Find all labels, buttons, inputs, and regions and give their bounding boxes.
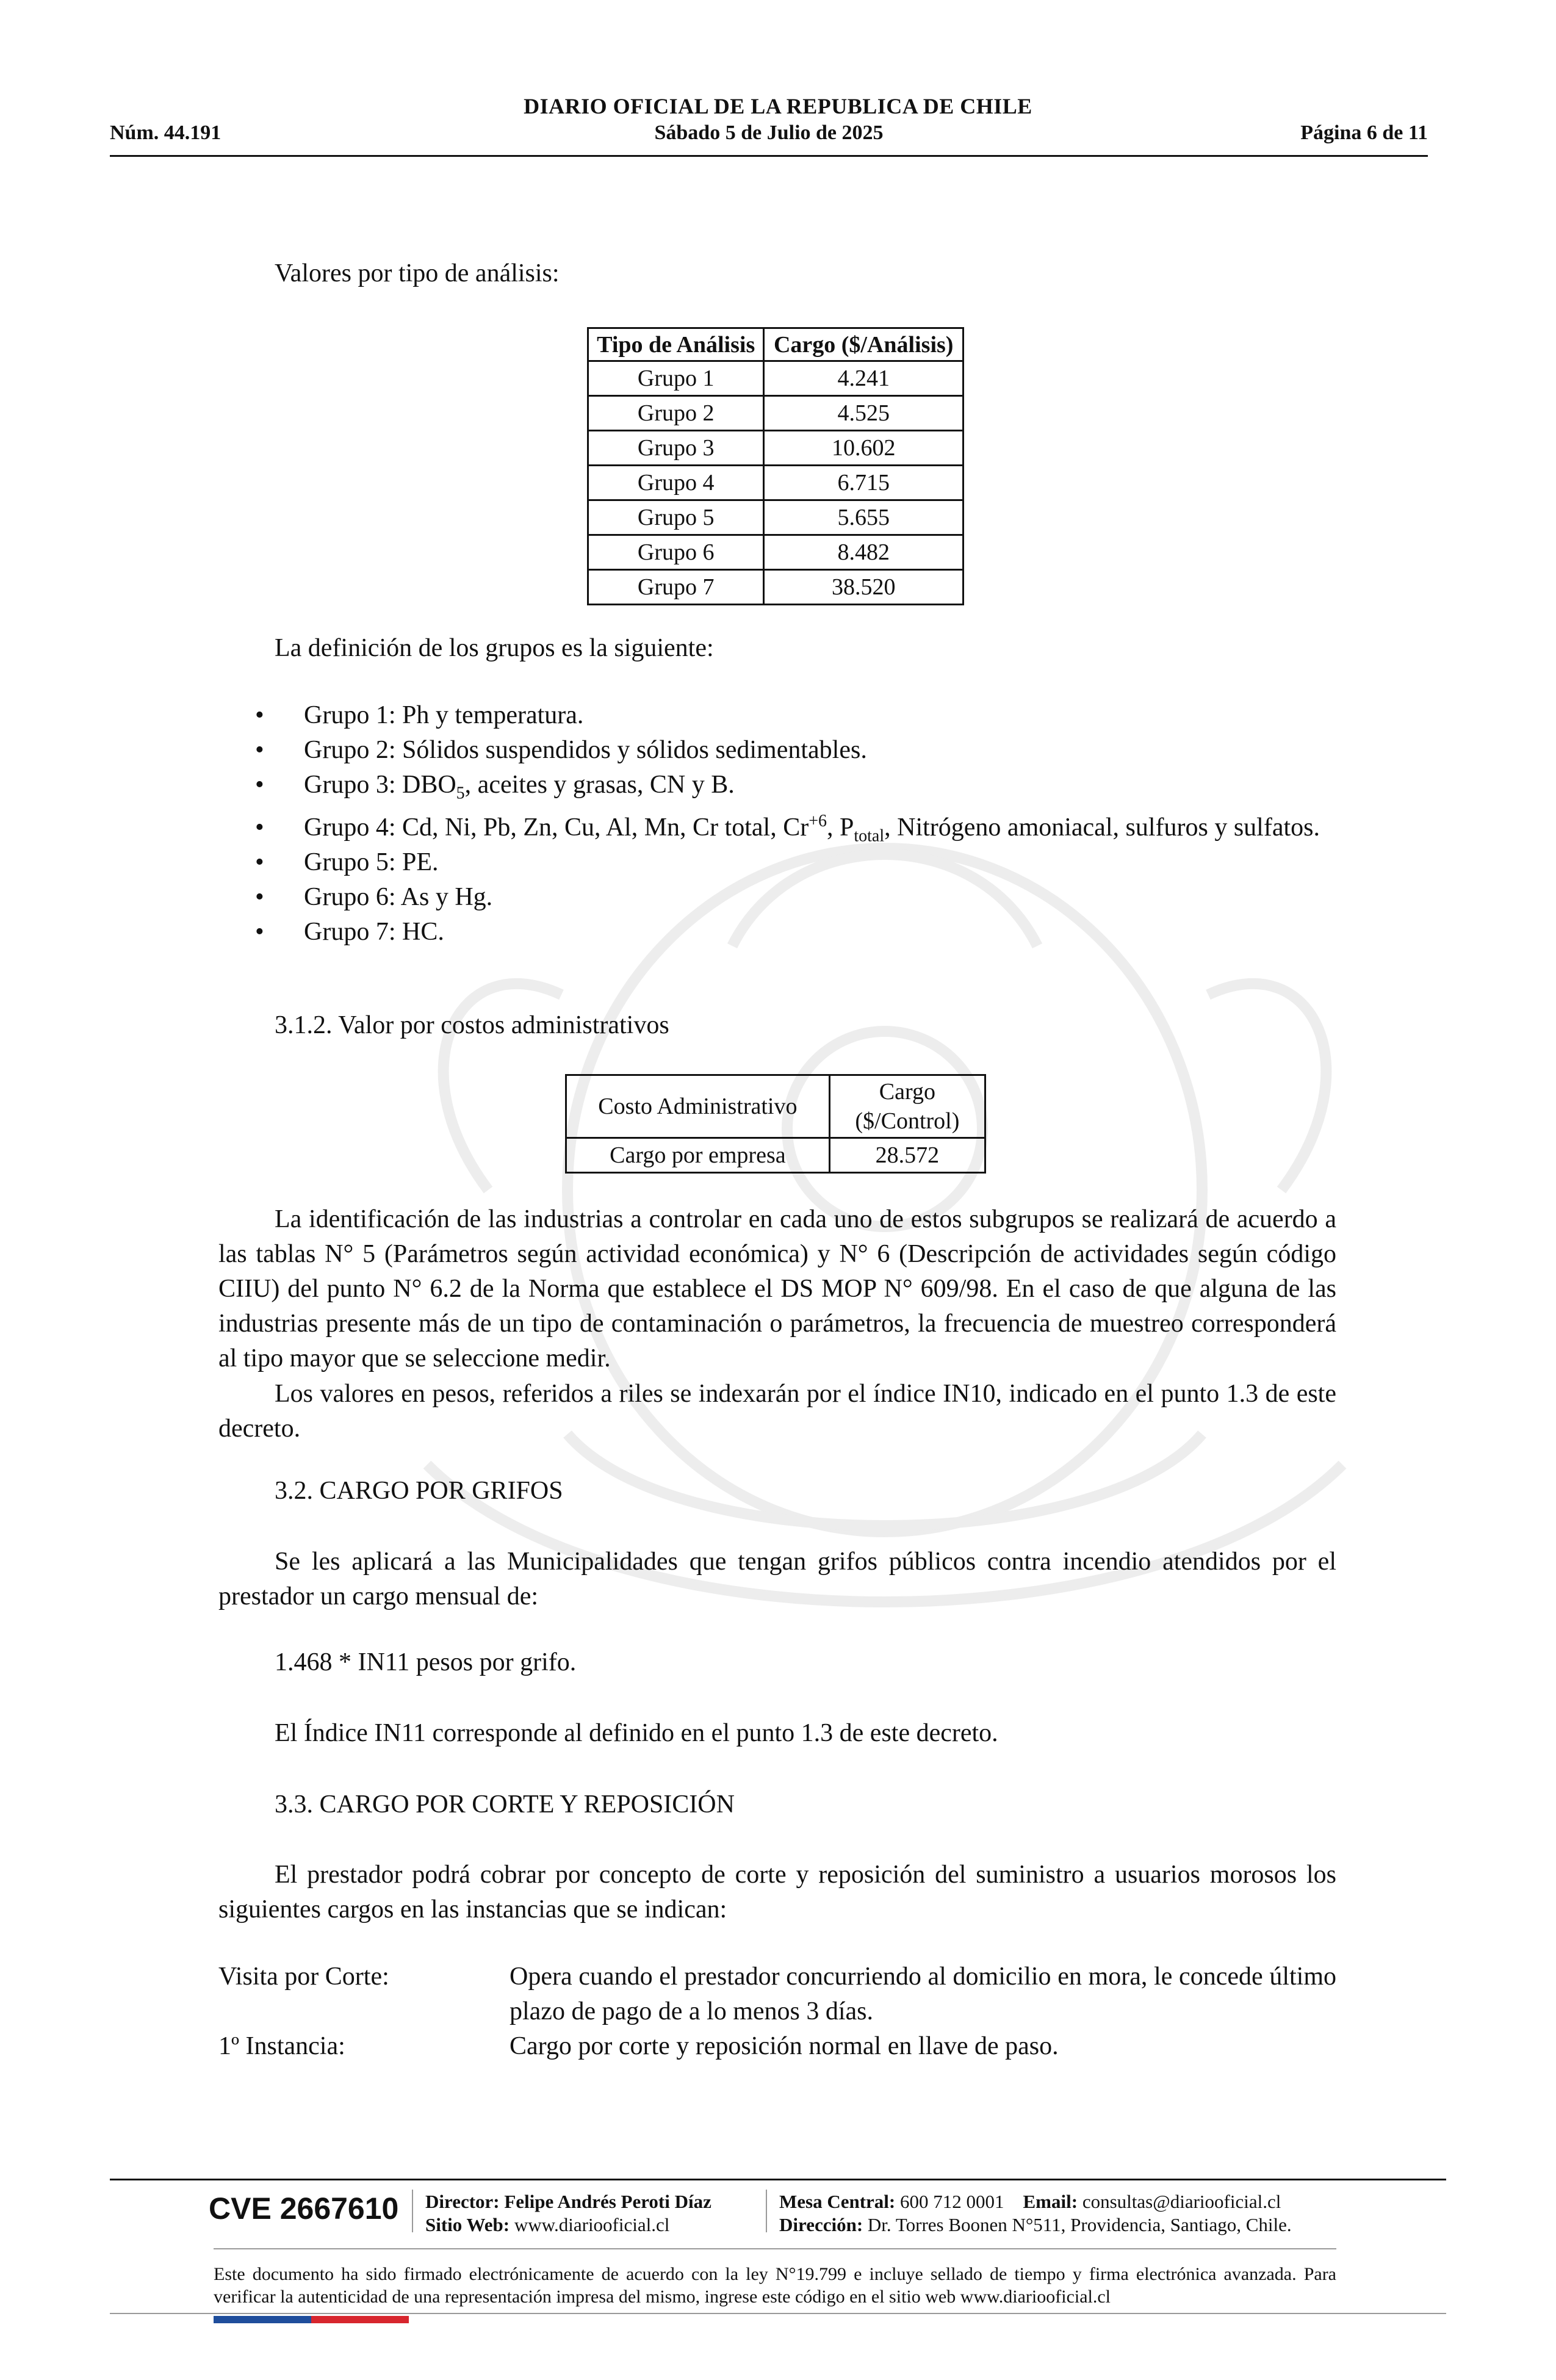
list-item: • Grupo 7: HC. (255, 915, 1341, 950)
table-cell: 28.572 (829, 1138, 985, 1173)
bullet: • (255, 736, 264, 764)
admin-table-header: Costo Administrativo (566, 1075, 830, 1138)
table-row (588, 535, 963, 570)
visita-label: Visita por Corte: (218, 1963, 389, 1991)
values-intro: Valores por tipo de análisis: (275, 259, 560, 287)
corte-paragraph: El prestador podrá cobrar por concepto de corte y reposición del suministro a usuarios morosos los siguientes cargos en las instancias que se indican: (218, 1861, 1336, 1924)
indexation-paragraph: Los valores en pesos, referidos a riles se indexarán por el índice IN10, indicado en el punto 1.3 de este decreto. (218, 1380, 1336, 1443)
section-heading-3-1-2: 3.1.2. Valor por costos administrativos (275, 1011, 669, 1039)
table-row (566, 1138, 985, 1173)
legal-notice: Este documento ha sido firmado electrónicamente de acuerdo con la ley N°19.799 e incluye sellado de tiempo y firma electrónica avanzada. Para verificar la autenticidad de una representación impresa del mismo, ingrese este código en el sitio web www.diariooficial.cl (214, 2264, 1336, 2307)
visita-description: Opera cuando el prestador concurriendo al domicilio en mora, le concede último plazo de pago de a lo menos 3 días. (510, 1963, 1336, 2025)
identification-paragraph: La identificación de las industrias a controlar en cada uno de estos subgrupos se realizará de acuerdo a las tablas N° 5 (Parámetros según actividad económica) y N° 6 (Descripción de actividades según código CIIU) del punto N° 6.2 de la Norma que establece el DS MOP N° 609/98. En el caso de que alguna de las industrias presente más de un tipo de contaminación o parámetros, la frecuencia de muestreo corresponderá al tipo mayor que se seleccione medir. (218, 1205, 1336, 1372)
website-line: Sitio Web: www.diariooficial.cl (425, 2214, 670, 2235)
list-item: • Grupo 5: PE. (255, 845, 1341, 880)
table-cell: Grupo 1 (588, 361, 764, 396)
table-cell: 38.520 (764, 570, 963, 605)
table-cell: Grupo 2 (588, 396, 764, 431)
flag-stripe-blue (214, 2316, 311, 2323)
cve-code: CVE 2667610 (209, 2191, 399, 2226)
bullet: • (255, 883, 264, 912)
bullet: • (255, 813, 264, 842)
email-link[interactable]: consultas@diariooficial.cl (1082, 2191, 1281, 2212)
director-line: Director: Felipe Andrés Peroti Díaz (425, 2191, 711, 2212)
admin-table-header: Cargo ($/Control) (829, 1075, 985, 1138)
primera-instancia-label: 1º Instancia: (218, 2032, 345, 2060)
in11-paragraph: El Índice IN11 corresponde al definido en el punto 1.3 de este decreto. (275, 1719, 998, 1747)
table-cell: Grupo 7 (588, 570, 764, 605)
section-heading-3-2: 3.2. CARGO POR GRIFOS (275, 1477, 563, 1505)
footer-top-rule (110, 2179, 1446, 2180)
header-divider (110, 155, 1428, 157)
list-item: • Grupo 1: Ph y temperatura. (255, 698, 1341, 733)
newspaper-title: DIARIO OFICIAL DE LA REPUBLICA DE CHILE (524, 94, 1032, 118)
table-row (588, 361, 963, 396)
footer-divider (214, 2248, 1336, 2249)
list-item: • Grupo 2: Sólidos suspendidos y sólidos sedimentables. (255, 733, 1341, 768)
analysis-table-header: Cargo ($/Análisis) (764, 328, 963, 361)
list-item: • Grupo 6: As y Hg. (255, 880, 1341, 915)
footer-separator (766, 2190, 767, 2232)
admin-cost-table (565, 1074, 986, 1174)
website-link[interactable]: www.diariooficial.cl (514, 2214, 670, 2235)
mesa-central-line: Mesa Central: 600 712 0001 Email: consultas@diariooficial.cl (779, 2191, 1281, 2212)
table-row (588, 431, 963, 466)
analysis-table (587, 327, 964, 605)
table-row (588, 500, 963, 535)
page-indicator: Página 6 de 11 (1300, 121, 1428, 144)
grifo-formula: 1.468 * IN11 pesos por grifo. (275, 1648, 577, 1676)
table-cell: 5.655 (764, 500, 963, 535)
table-cell: 6.715 (764, 466, 963, 500)
footer-separator (412, 2190, 413, 2232)
table-cell: Cargo por empresa (566, 1138, 830, 1173)
bullet: • (255, 918, 264, 947)
direccion-line: Dirección: Dr. Torres Boonen N°511, Providencia, Santiago, Chile. (779, 2214, 1292, 2235)
groups-intro: La definición de los grupos es la siguiente: (275, 634, 714, 662)
list-item: • Grupo 4: Cd, Ni, Pb, Zn, Cu, Al, Mn, Cr total, $Cr^{+6}$, $P_{total}$, Nitrógeno amoniacal, sulfuros y sulfatos. (255, 812, 1320, 846)
table-cell: Grupo 4 (588, 466, 764, 500)
analysis-table-header: Tipo de Análisis (588, 328, 764, 361)
table-cell: 10.602 (764, 431, 963, 466)
table-cell: 4.241 (764, 361, 963, 396)
table-cell: Grupo 5 (588, 500, 764, 535)
list-item: • Grupo 3: $DBO_5$, aceites y grasas, CN y B. (255, 768, 1341, 810)
issue-number: Núm. 44.191 (110, 121, 222, 144)
table-cell: Grupo 6 (588, 535, 764, 570)
group-definitions-list (255, 698, 1341, 950)
table-row (588, 570, 963, 605)
section-heading-3-3: 3.3. CARGO POR CORTE Y REPOSICIÓN (275, 1790, 735, 1819)
primera-instancia-description: Cargo por corte y reposición normal en llave de paso. (510, 2032, 1059, 2060)
table-cell: Grupo 3 (588, 431, 764, 466)
bullet: • (255, 848, 264, 877)
bullet: • (255, 701, 264, 729)
bullet: • (255, 771, 264, 799)
footer-bottom-rule (110, 2313, 1446, 2314)
flag-stripe-red (311, 2316, 409, 2323)
table-cell: 8.482 (764, 535, 963, 570)
grifos-paragraph: Se les aplicará a las Municipalidades que tengan grifos públicos contra incendio atendidos por el prestador un cargo mensual de: (218, 1548, 1336, 1610)
table-row (588, 466, 963, 500)
table-row (588, 396, 963, 431)
table-cell: 4.525 (764, 396, 963, 431)
issue-date: Sábado 5 de Julio de 2025 (654, 121, 884, 144)
